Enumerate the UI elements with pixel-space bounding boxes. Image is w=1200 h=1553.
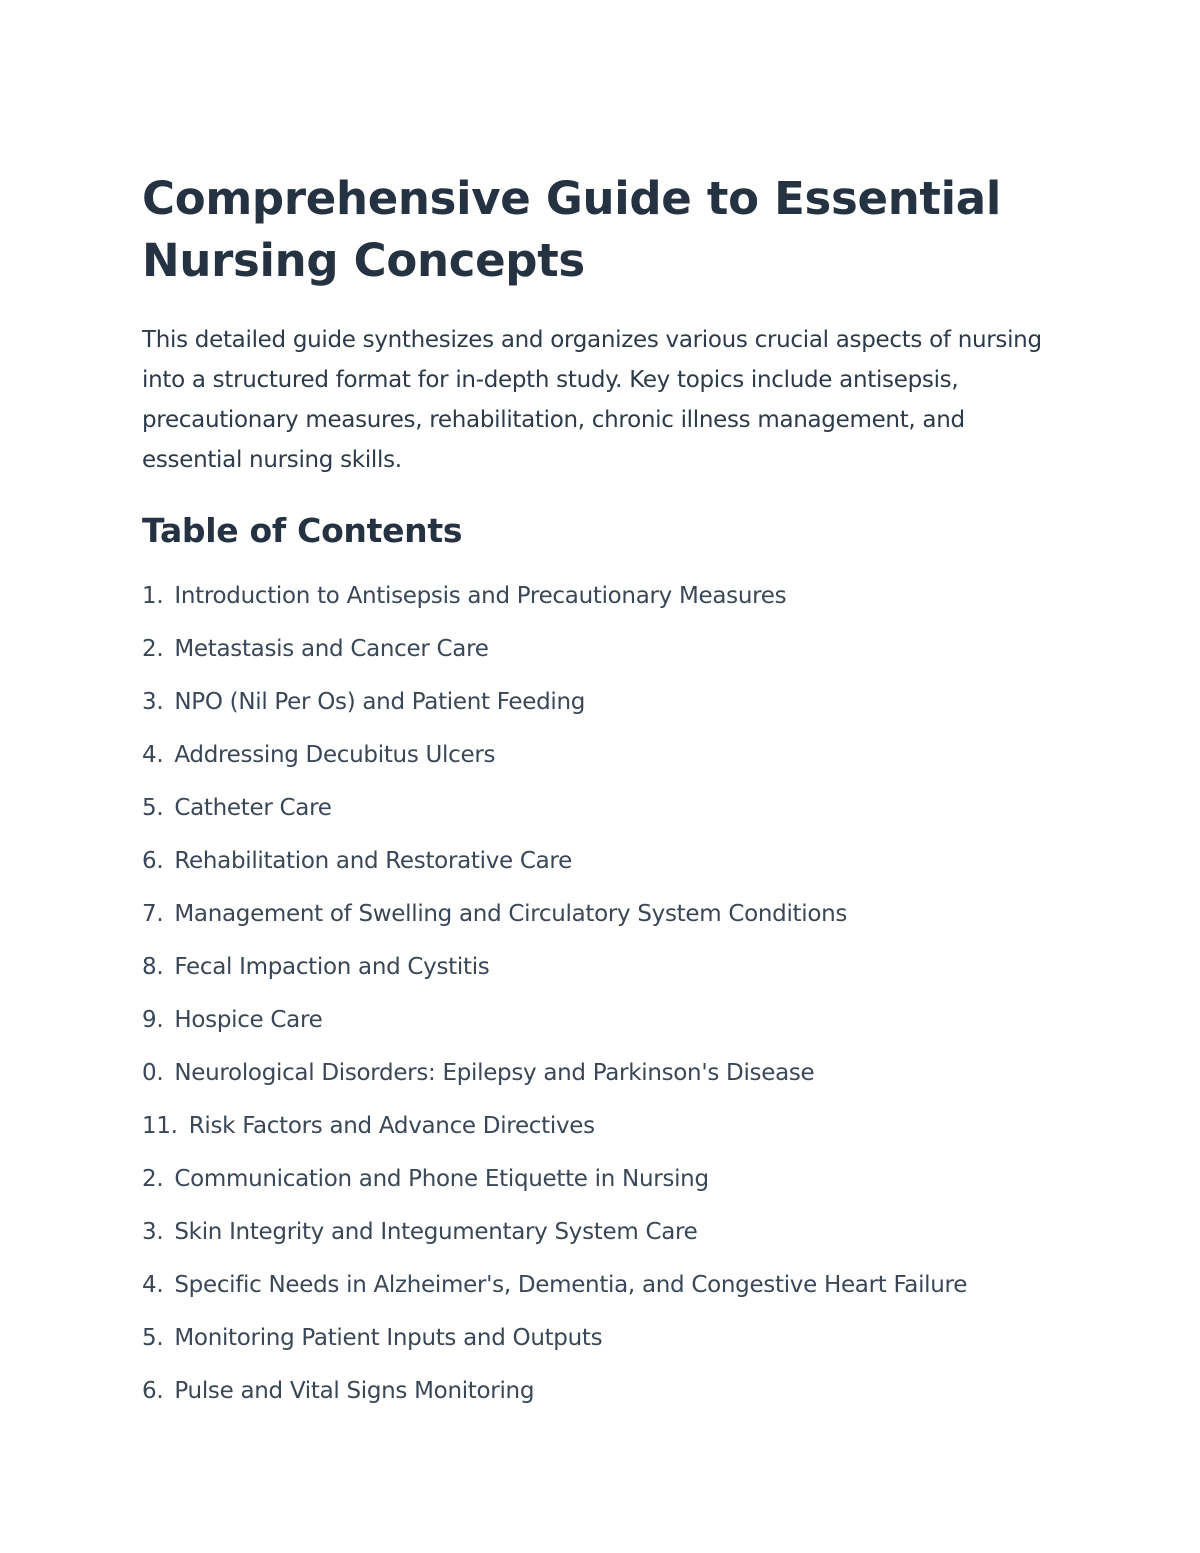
toc-item-number: 3. [142, 689, 164, 715]
toc-item [142, 1365, 1042, 1418]
toc-item-number: 5. [142, 795, 164, 821]
table-of-contents [142, 570, 1042, 1418]
toc-item-label: Metastasis and Cancer Care [174, 636, 489, 662]
toc-item-label: Risk Factors and Advance Directives [188, 1113, 595, 1139]
toc-item-label: Pulse and Vital Signs Monitoring [174, 1378, 535, 1404]
document-page [142, 168, 1042, 1418]
toc-item-number: 2. [142, 636, 164, 662]
toc-item-number: 2. [142, 1166, 164, 1192]
toc-item-number: 5. [142, 1325, 164, 1351]
toc-item [142, 729, 1042, 782]
toc-item-number: 6. [142, 848, 164, 874]
toc-item [142, 570, 1042, 623]
toc-item [142, 1259, 1042, 1312]
toc-item [142, 623, 1042, 676]
toc-item-number: 4. [142, 1272, 164, 1298]
toc-item [142, 1047, 1042, 1100]
toc-item-label: Addressing Decubitus Ulcers [174, 742, 496, 768]
toc-item-label: Introduction to Antisepsis and Precautionary Measures [174, 583, 787, 609]
toc-item-number: 3. [142, 1219, 164, 1245]
toc-item [142, 782, 1042, 835]
toc-item [142, 994, 1042, 1047]
toc-item [142, 1206, 1042, 1259]
toc-item-label: Skin Integrity and Integumentary System Care [174, 1219, 698, 1245]
toc-item [142, 888, 1042, 941]
toc-item-label: Catheter Care [174, 795, 332, 821]
toc-item [142, 1100, 1042, 1153]
toc-item-label: Neurological Disorders: Epilepsy and Parkinson's Disease [174, 1060, 815, 1086]
toc-item-label: Communication and Phone Etiquette in Nursing [174, 1166, 709, 1192]
toc-item-number: 4. [142, 742, 164, 768]
toc-item-label: Management of Swelling and Circulatory System Conditions [174, 901, 848, 927]
toc-item-label: Fecal Impaction and Cystitis [174, 954, 490, 980]
toc-item-label: NPO (Nil Per Os) and Patient Feeding [174, 689, 586, 715]
document-title: Comprehensive Guide to Essential Nursing Concepts [142, 172, 1001, 287]
toc-item-label: Specific Needs in Alzheimer's, Dementia, and Congestive Heart Failure [174, 1272, 968, 1298]
toc-item-number: 8. [142, 954, 164, 980]
toc-item-number: 11. [142, 1113, 178, 1139]
intro-paragraph: This detailed guide synthesizes and organizes various crucial aspects of nursing into a structured format for in-depth study. Key topics include antisepsis, precautionary measures, rehabilitation, chronic illness management, and essential nursing skills. [142, 327, 1042, 473]
toc-item-number: 1. [142, 583, 164, 609]
toc-item-number: 7. [142, 901, 164, 927]
toc-item-number: 6. [142, 1378, 164, 1404]
toc-item [142, 1153, 1042, 1206]
toc-item [142, 835, 1042, 888]
toc-heading: Table of Contents [142, 511, 463, 550]
toc-item [142, 676, 1042, 729]
toc-item-label: Hospice Care [174, 1007, 323, 1033]
toc-item-label: Monitoring Patient Inputs and Outputs [174, 1325, 603, 1351]
toc-item [142, 1312, 1042, 1365]
toc-item-number: 0. [142, 1060, 164, 1086]
toc-item [142, 941, 1042, 994]
toc-item-number: 9. [142, 1007, 164, 1033]
toc-item-label: Rehabilitation and Restorative Care [174, 848, 572, 874]
